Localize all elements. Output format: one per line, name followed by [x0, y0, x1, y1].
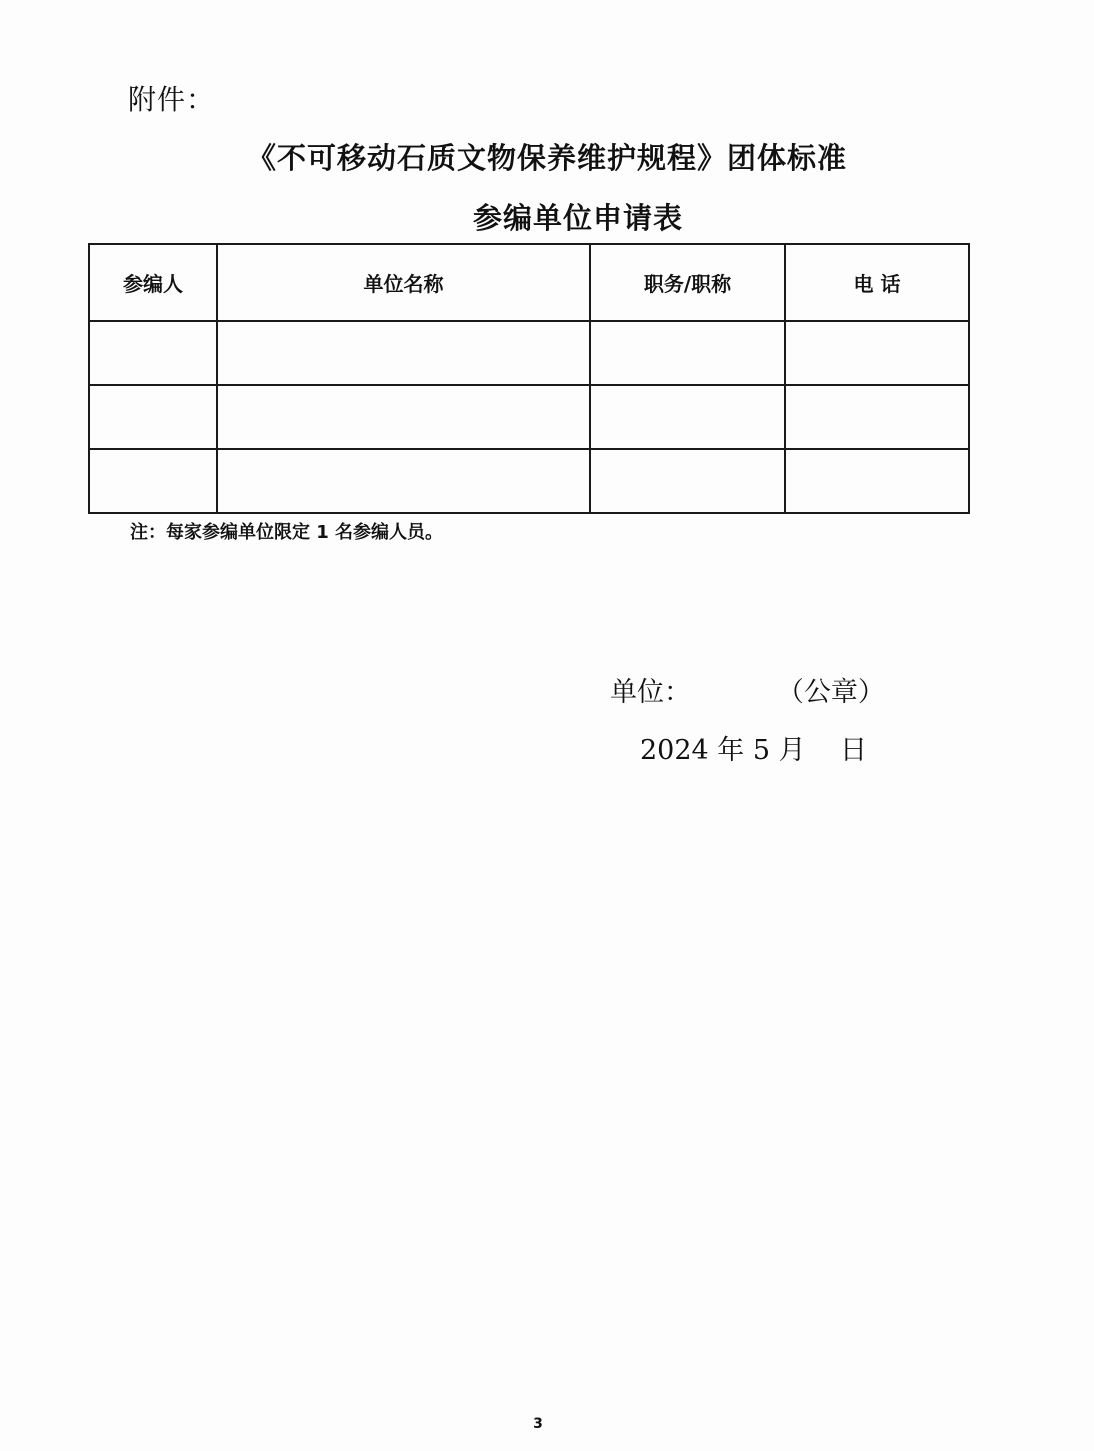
cell-position-title — [590, 449, 785, 513]
cell-phone — [785, 449, 969, 513]
table-header-row — [89, 244, 969, 321]
header-phone: 电 话 — [785, 244, 969, 321]
header-participant: 参编人 — [89, 244, 217, 321]
table-row — [89, 321, 969, 385]
application-table — [88, 243, 970, 514]
cell-phone — [785, 321, 969, 385]
cell-unit-name — [217, 321, 590, 385]
document-title: 《不可移动石质文物保养维护规程》团体标准 — [246, 141, 847, 175]
form-title: 参编单位申请表 — [472, 201, 683, 235]
cell-unit-name — [217, 449, 590, 513]
date-line: 2024 年 5 月 日 — [640, 735, 867, 766]
cell-participant — [89, 449, 217, 513]
cell-position-title — [590, 321, 785, 385]
cell-phone — [785, 385, 969, 449]
unit-seal-line: 单位： （公章） — [610, 677, 885, 708]
table-row — [89, 449, 969, 513]
cell-participant — [89, 385, 217, 449]
cell-position-title — [590, 385, 785, 449]
page-number: 3 — [533, 1416, 543, 1432]
cell-unit-name — [217, 385, 590, 449]
cell-participant — [89, 321, 217, 385]
header-unit-name: 单位名称 — [217, 244, 590, 321]
header-position-title: 职务/职称 — [590, 244, 785, 321]
table-row — [89, 385, 969, 449]
table-note: 注：每家参编单位限定 1 名参编人员。 — [130, 522, 444, 543]
attachment-label: 附件： — [128, 83, 216, 116]
